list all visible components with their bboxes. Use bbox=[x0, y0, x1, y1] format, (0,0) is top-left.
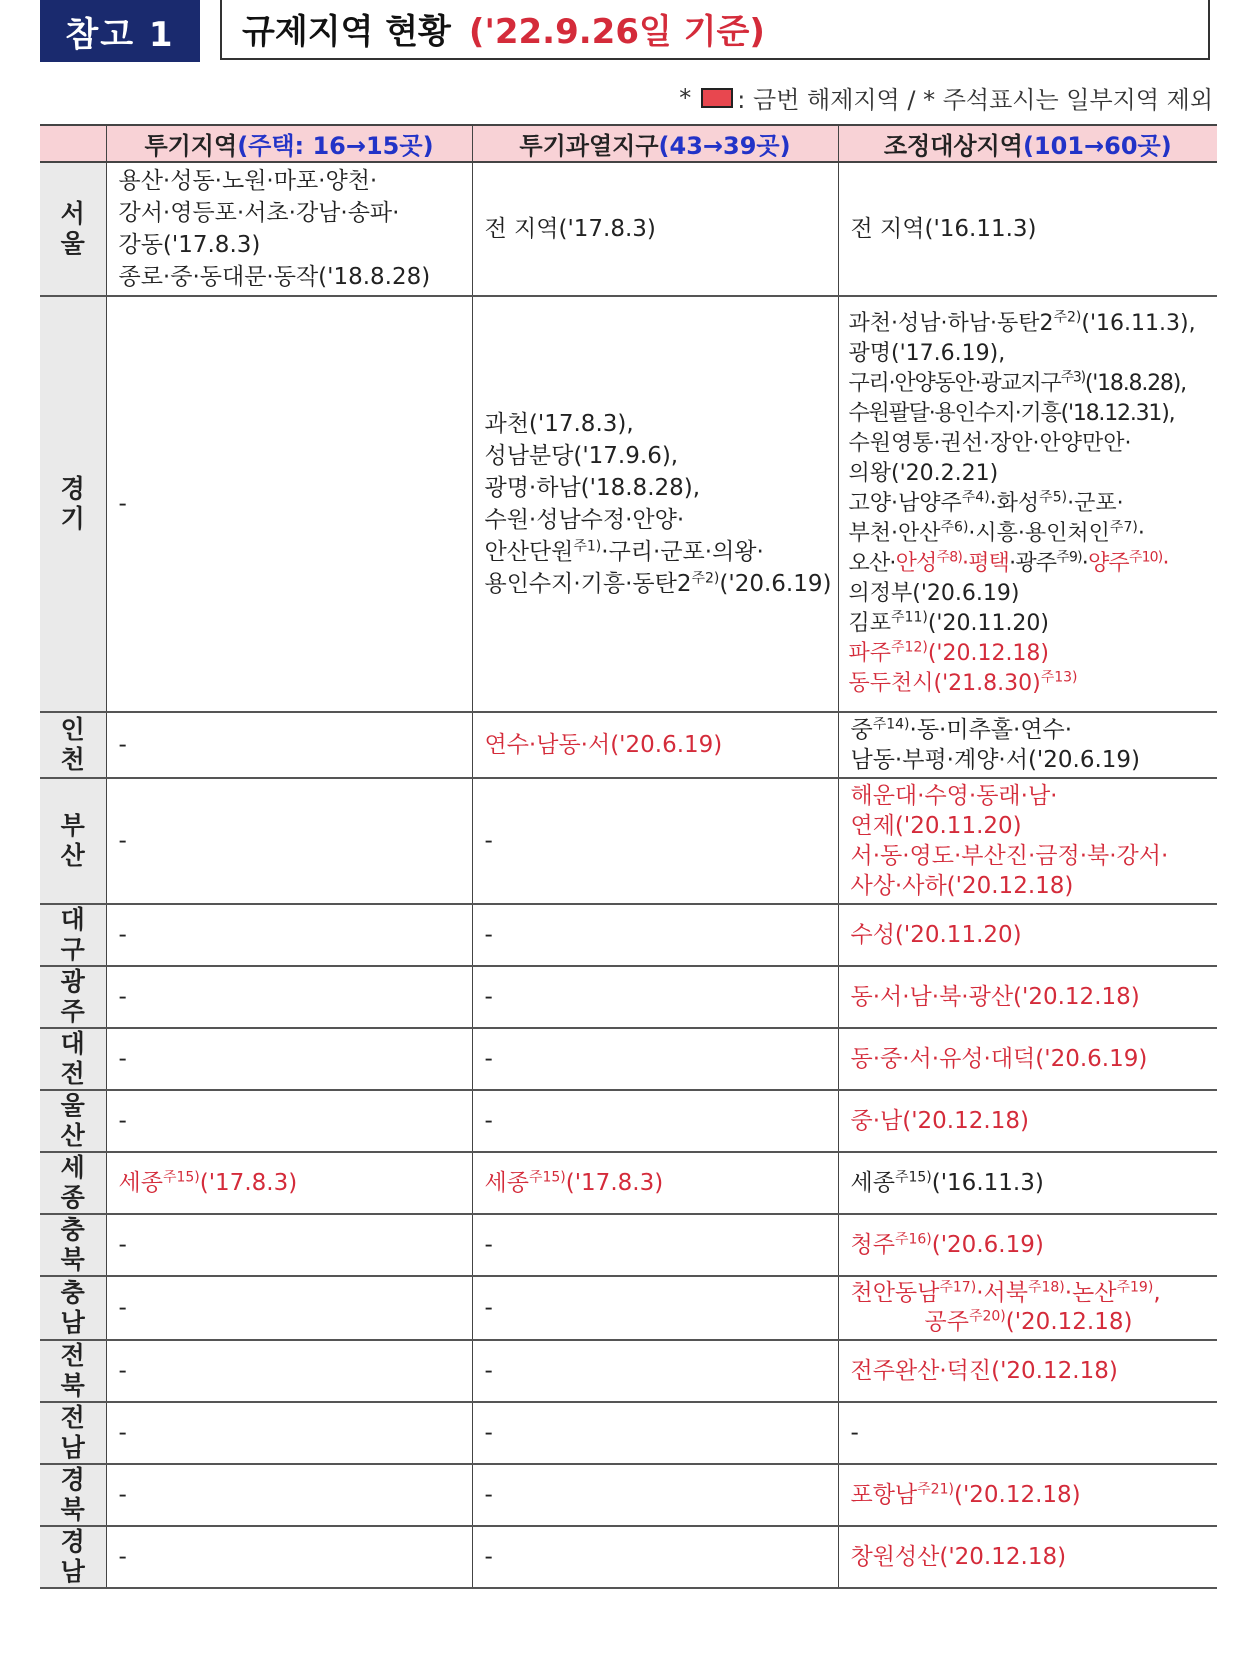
cell-speculation: - bbox=[106, 296, 472, 712]
cell-speculation: - bbox=[106, 1090, 472, 1152]
cell-overheated: - bbox=[472, 1464, 838, 1526]
cell-overheated: - bbox=[472, 778, 838, 904]
table-row bbox=[40, 162, 1217, 296]
header-overheated-zone: 투기과열지구(43→39곳) bbox=[472, 125, 838, 162]
cell-speculation: - bbox=[106, 1464, 472, 1526]
cell-speculation: 용산·성동·노원·마포·양천· 강서·영등포·서초·강남·송파· 강동('17.8.3) 종로·중·동대문·동작('18.8.28) bbox=[106, 162, 472, 296]
region-busan: 부산 bbox=[40, 778, 106, 904]
header-speculation-zone: 투기지역(주택: 16→15곳) bbox=[106, 125, 472, 162]
region-incheon: 인천 bbox=[40, 712, 106, 778]
region-chungnam: 충남 bbox=[40, 1276, 106, 1340]
table-row bbox=[40, 966, 1217, 1028]
cell-speculation: - bbox=[106, 1276, 472, 1340]
cell-speculation: 세종$^{주15)}$('17.8.3) bbox=[106, 1152, 472, 1214]
cell-overheated: - bbox=[472, 1340, 838, 1402]
cell-overheated: - bbox=[472, 904, 838, 966]
table-row bbox=[40, 1090, 1217, 1152]
title-date: ('22.9.26일 기준) bbox=[468, 11, 765, 52]
region-jeonnam: 전남 bbox=[40, 1402, 106, 1464]
cell-adjustment: 중·남('20.12.18) bbox=[838, 1090, 1217, 1152]
table-row bbox=[40, 1028, 1217, 1090]
legend bbox=[679, 80, 1213, 115]
cell-speculation: - bbox=[106, 712, 472, 778]
cell-overheated: 전 지역('17.8.3) bbox=[472, 162, 838, 296]
cell-speculation: - bbox=[106, 1028, 472, 1090]
header-adjustment-zone: 조정대상지역(101→60곳) bbox=[838, 125, 1217, 162]
table-header-row bbox=[40, 125, 1217, 162]
cell-speculation: - bbox=[106, 904, 472, 966]
cell-overheated: - bbox=[472, 966, 838, 1028]
region-ulsan: 울산 bbox=[40, 1090, 106, 1152]
cell-adjustment: 전주완산·덕진('20.12.18) bbox=[838, 1340, 1217, 1402]
cell-adjustment: - bbox=[838, 1402, 1217, 1464]
region-sejong: 세종 bbox=[40, 1152, 106, 1214]
regulated-areas-table bbox=[40, 124, 1217, 1589]
cell-speculation: - bbox=[106, 966, 472, 1028]
region-daejeon: 대전 bbox=[40, 1028, 106, 1090]
region-gyeongbuk: 경북 bbox=[40, 1464, 106, 1526]
reference-tag: 참고 1 bbox=[40, 0, 200, 62]
cell-overheated: - bbox=[472, 1214, 838, 1276]
cell-adjustment: 전 지역('16.11.3) bbox=[838, 162, 1217, 296]
cell-adjustment: 동·서·남·북·광산('20.12.18) bbox=[838, 966, 1217, 1028]
cell-speculation: - bbox=[106, 1526, 472, 1588]
region-jeonbuk: 전북 bbox=[40, 1340, 106, 1402]
table-row bbox=[40, 1402, 1217, 1464]
cell-speculation: - bbox=[106, 1214, 472, 1276]
cell-overheated: 과천('17.8.3), 성남분당('17.9.6), 광명·하남('18.8.28), 수원·성남수정·안양· 안산단원$^{주1)}$·구리·군포·의왕· 용인수지·기흥·동탄$2^{주2)}('20.6.19)$ bbox=[472, 296, 838, 712]
table-row bbox=[40, 778, 1217, 904]
cell-overheated: - bbox=[472, 1402, 838, 1464]
cell-overheated: 연수·남동·서('20.6.19) bbox=[472, 712, 838, 778]
table-row bbox=[40, 1526, 1217, 1588]
cell-overheated: - bbox=[472, 1028, 838, 1090]
cell-adjustment: 수성('20.11.20) bbox=[838, 904, 1217, 966]
cell-speculation: - bbox=[106, 1402, 472, 1464]
legend-swatch bbox=[701, 88, 733, 108]
table-row bbox=[40, 1152, 1217, 1214]
cell-speculation: - bbox=[106, 1340, 472, 1402]
cell-adjustment: 창원성산('20.12.18) bbox=[838, 1526, 1217, 1588]
table-row bbox=[40, 904, 1217, 966]
header-corner bbox=[40, 125, 106, 162]
cell-adjustment: 중$^{주14)}$·동·미추홀·연수· 남동·부평·계양·서('20.6.19) bbox=[838, 712, 1217, 778]
cell-adjustment: 동·중·서·유성·대덕('20.6.19) bbox=[838, 1028, 1217, 1090]
region-seoul: 서울 bbox=[40, 162, 106, 296]
cell-adjustment: 포항남$^{주21)}$('20.12.18) bbox=[838, 1464, 1217, 1526]
title-text: 규제지역 현황 bbox=[242, 11, 451, 52]
cell-adjustment: 청주$^{주16)}$('20.6.19) bbox=[838, 1214, 1217, 1276]
cell-overheated: - bbox=[472, 1090, 838, 1152]
table-row bbox=[40, 1340, 1217, 1402]
legend-text: : 금번 해제지역 / * 주석표시는 일부지역 제외 bbox=[737, 86, 1213, 114]
cell-speculation: - bbox=[106, 778, 472, 904]
region-gyeongnam: 경남 bbox=[40, 1526, 106, 1588]
table-row bbox=[40, 712, 1217, 778]
cell-overheated: - bbox=[472, 1526, 838, 1588]
cell-overheated: 세종$^{주15)}$('17.8.3) bbox=[472, 1152, 838, 1214]
legend-asterisk: * bbox=[679, 83, 692, 112]
table-row bbox=[40, 1214, 1217, 1276]
cell-adjustment: 세종$^{주15)}$('16.11.3) bbox=[838, 1152, 1217, 1214]
region-gwangju: 광주 bbox=[40, 966, 106, 1028]
table-row bbox=[40, 1464, 1217, 1526]
table-row bbox=[40, 296, 1217, 712]
cell-adjustment: 천안동남$^{주17)}$·서북$^{주18)}$·논산$^{주19)}$, 공주$^{주20)}$('20.12.18) bbox=[838, 1276, 1217, 1340]
region-gyeonggi: 경기 bbox=[40, 296, 106, 712]
cell-overheated: - bbox=[472, 1276, 838, 1340]
cell-adjustment: 해운대·수영·동래·남· 연제('20.11.20) 서·동·영도·부산진·금정·북·강서· 사상·사하('20.12.18) bbox=[838, 778, 1217, 904]
region-chungbuk: 충북 bbox=[40, 1214, 106, 1276]
table-row bbox=[40, 1276, 1217, 1340]
page-title bbox=[220, 0, 1210, 60]
cell-adjustment: 과천·성남·하남·동탄$2^{주2)}('16.11.3)$, 광명('17.6.19), 구리·안양동안·광교지구$^{주3)}$('18.8.28), 수원팔달·용인수지·기흥('18.12.31), 수원영통·권선·장안·안양만안· 의왕('20.2.21) 고양·남양주$^{주4)}$·화성$^{주5)}$·군포· 부천·안산$^{주6)}$·시흥·용인처인$^{주7)}$· 오산·안성$^{주8)}$·평택·광주$^{주9)}$·양주$^{주10)}$· 의정부('20.6.19) 김포$^{주11)}$('20.11.20) 파주$^{주12)}$('20.12.18) 동두천시$('21.8.30)^{주13)}$ bbox=[838, 296, 1217, 712]
region-daegu: 대구 bbox=[40, 904, 106, 966]
